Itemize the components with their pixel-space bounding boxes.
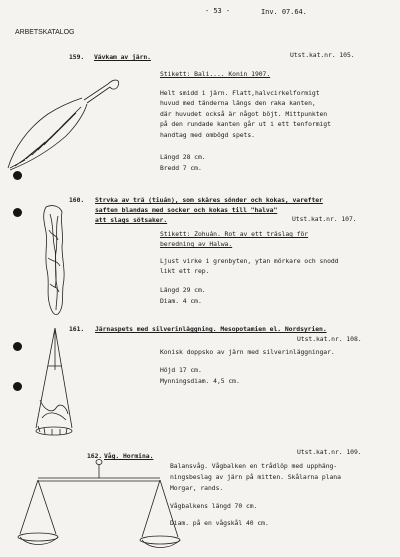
item-161-catalog-number: Utst.kat.nr. 108.: [297, 335, 362, 343]
item-160-length: Längd 29 cm.: [160, 286, 206, 294]
item-160-title: saften blandas med socker och kokas till "halva": [95, 206, 278, 214]
item-159-desc-line: Helt smidd i järn. Flatt,halvcirkelformigt: [160, 89, 320, 97]
catalog-label: ARBETSKATALOG: [15, 29, 75, 36]
item-162-desc-line: Morgar, rands.: [170, 484, 224, 492]
item-159-width: Bredd 7 cm.: [160, 164, 202, 172]
item-160-number: 160.: [69, 196, 85, 204]
item-159-catalog-number: Utst.kat.nr. 105.: [290, 51, 355, 59]
item-161-height: Höjd 17 cm.: [160, 366, 202, 374]
item-161-mouth-diameter: Mynningsdiam. 4,5 cm.: [160, 377, 240, 385]
item-162-number: 162.: [87, 452, 103, 460]
item-162-desc-line: Balansvåg. Vågbalken en trådlöp med upphäng-: [170, 462, 338, 470]
item-160-diameter: Diam. 4 cm.: [160, 297, 202, 305]
page-number: - 53 -: [205, 7, 230, 15]
item-160-label: Stikett: Zohuán. Rot av ett träslag för: [160, 230, 309, 238]
item-161-number: 161.: [69, 325, 85, 333]
item-160-catalog-number: Utst.kat.nr. 107.: [292, 215, 357, 223]
item-159-length: Längd 28 cm.: [160, 153, 206, 161]
item-162-catalog-number: Utst.kat.nr. 109.: [297, 448, 362, 456]
item-162-desc-line: ningsbeslag av järn på mitten. Skålarna plana: [170, 473, 341, 481]
item-160-title: att slags sötsaker.: [95, 216, 168, 224]
item-161-desc-line: Konisk doppsko av järn med silverinläggningar.: [160, 348, 335, 356]
item-159-desc-line: huvud med tänderna längs den raka kanten,: [160, 99, 316, 107]
item-160-desc-line: likt ett rep.: [160, 267, 210, 275]
item-160-desc-line: Ljust virke i grenbyten, ytan mörkare och snodd: [160, 257, 339, 265]
item-159-number: 159.: [69, 53, 85, 61]
item-161-title: Järnaspets med silverinläggning. Mesopotamien el. Nordsyrien.: [95, 325, 327, 333]
item-162-pan-diameter: Diam. på en vågskål 40 cm.: [170, 519, 269, 527]
item-159-label: Stikett: Bali.... Konin 1907.: [160, 70, 271, 78]
item-160-label: beredning av Halwa.: [160, 240, 233, 248]
item-160-title: Strvka av trä (tiuán), som skäres sönder och kokas, varefter: [95, 196, 323, 204]
item-159-desc-line: handtag med ombögd spets.: [160, 131, 255, 139]
item-162-title: Våg. Hormina.: [104, 452, 154, 460]
item-162-beam-length: Vågbalkens längd 70 cm.: [170, 502, 258, 510]
item-159-desc-line: där huvudet också är något böjt. Mittpunkten: [160, 110, 328, 118]
item-159-desc-line: på den rundade kanten går ut i ett tenformigt: [160, 120, 331, 128]
inventory-number: Inv. 07.64.: [261, 8, 307, 16]
item-159-title: Vävkam av järn.: [94, 53, 151, 61]
